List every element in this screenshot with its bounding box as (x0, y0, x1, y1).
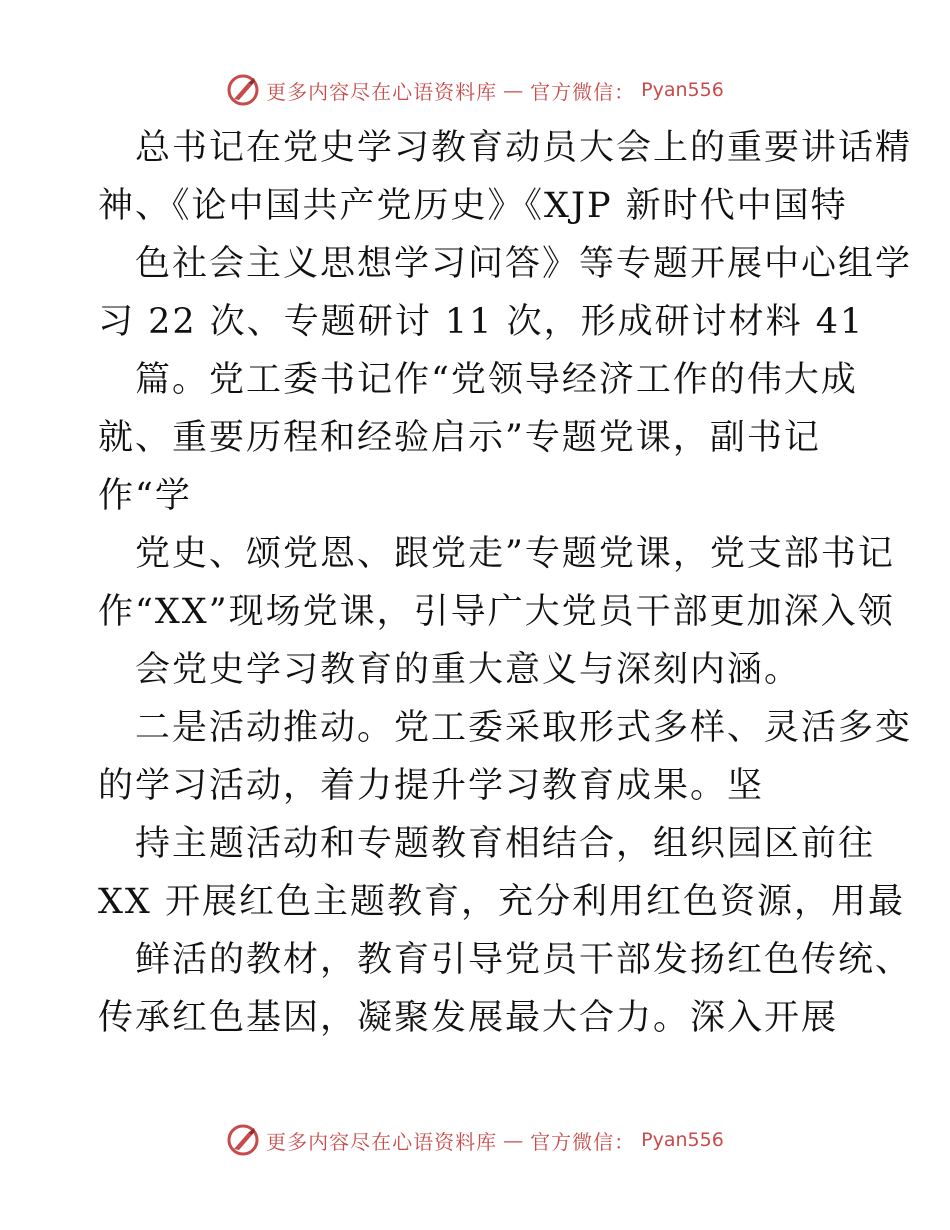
header-watermark (0, 70, 950, 110)
header-contact-id: Pyan556 (641, 79, 724, 101)
body-line: 的学习活动，着力提升学习教育成果。坚 (98, 766, 765, 806)
body-line: 总书记在党史学习教育动员大会上的重要讲话精 (135, 128, 913, 168)
body-line: 鲜活的教材，教育引导党员干部发扬红色传统、 (135, 940, 913, 980)
quill-logo-icon (226, 73, 260, 107)
body-line: 作“学 (98, 476, 192, 516)
body-line: XX 开展红色主题教育，充分利用红色资源，用最 (98, 882, 905, 922)
body-line: 二是活动推动。党工委采取形式多样、灵活多变 (135, 708, 913, 748)
body-line: 篇。党工委书记作“党领导经济工作的伟大成 (135, 360, 858, 400)
body-line: 就、重要历程和经验启示”专题党课，副书记 (98, 418, 821, 458)
quill-logo-icon (226, 1123, 260, 1157)
body-line: 党史、颂党恩、跟党走”专题党课，党支部书记 (135, 534, 895, 574)
footer-contact-id: Pyan556 (641, 1129, 724, 1151)
header-site-text: 更多内容尽在心语资料库 (266, 79, 498, 104)
body-line: 色社会主义思想学习问答》等专题开展中心组学 (135, 244, 913, 284)
body-line: 作“XX”现场党课，引导广大党员干部更加深入领 (98, 592, 895, 632)
footer-contact-label: 官方微信： (530, 1129, 636, 1154)
footer-separator: — (503, 1128, 525, 1152)
body-line: 会党史学习教育的重大意义与深刻内涵。 (135, 650, 802, 690)
header-separator: — (503, 78, 525, 102)
body-line: 习 22 次、专题研讨 11 次，形成研讨材料 41 (98, 302, 865, 342)
body-line: 持主题活动和专题教育相结合，组织园区前往 (135, 824, 876, 864)
header-contact-label: 官方微信： (530, 79, 636, 104)
footer-watermark (0, 1120, 950, 1160)
body-line: 神、《论中国共产党历史》《XJP 新时代中国特 (98, 186, 848, 226)
footer-site-text: 更多内容尽在心语资料库 (266, 1129, 498, 1154)
body-line: 传承红色基因，凝聚发展最大合力。深入开展 (98, 998, 839, 1038)
